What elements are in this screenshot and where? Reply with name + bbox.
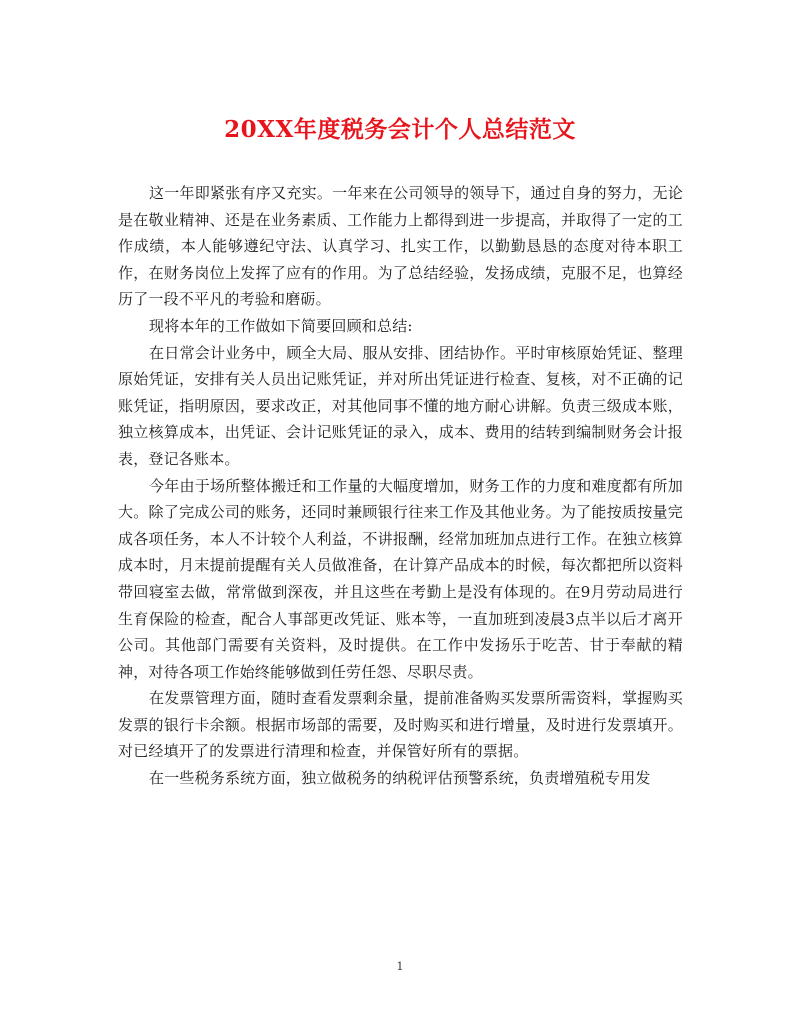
document-title: 20XX年度税务会计个人总结范文 (224, 116, 576, 143)
paragraph-invoice-management: 在发票管理方面，随时查看发票剩余量，提前准备购买发票所需资料，掌握购买发票的银行卡余额。根据市场部的需要，及时购买和进行增量，及时进行发票填开。对已经填开了的发票进行清理和检查，并保管好所有的票据。 (118, 689, 683, 761)
paragraph-workload: 今年由于场所整体搬迁和工作量的大幅度增加，财务工作的力度和难度都有所加大。除了完成公司的账务，还同时兼顾银行往来工作及其他业务。为了能按质按量完成各项任务，本人不计较个人利益，不讲报酬，经常加班加点进行工作。在独立核算成本时，月末提前提醒有关人员做准备，在计算产品成本的时候，每次都把所以资料带回寝室去做，常常做到深夜，并且这些在考勤上是没有体现的。在9月劳动局进行生育保险的检查，配合人事部更改凭证、账本等，一直加班到凌晨3点半以后才离开公司。其他部门需要有关资料，及时提供。在工作中发扬乐于吃苦、甘于奉献的精神，对待各项工作始终能够做到任劳任怨、尽职尽责。 (118, 476, 683, 681)
paragraph-tax-system: 在一些税务系统方面，独立做税务的纳税评估预警系统，负责增殖税专用发 (149, 769, 651, 788)
page-number: 1 (396, 960, 404, 973)
paragraph-daily-accounting: 在日常会计业务中，顾全大局、服从安排、团结协作。平时审核原始凭证、整理原始凭证，安排有关人员出记账凭证，并对所出凭证进行检查、复核，对不正确的记账凭证，指明原因，要求改正，对其他同事不懂的地方耐心讲解。负责三级成本账，独立核算成本，出凭证、会计记账凭证的录入，成本、费用的结转到编制财务会计报表，登记各账本。 (118, 343, 683, 468)
paragraph-intro: 这一年即紧张有序又充实。一年来在公司领导的领导下，通过自身的努力，无论是在敬业精神、还是在业务素质、工作能力上都得到进一步提高，并取得了一定的工作成绩，本人能够遵纪守法、认真学习、扎实工作，以勤勤恳恳的态度对待本职工作，在财务岗位上发挥了应有的作用。为了总结经验，发扬成绩，克服不足，也算经历了一段不平凡的考验和磨砺。 (118, 184, 683, 309)
document-body (118, 180, 683, 792)
paragraph-summary-lead: 现将本年的工作做如下简要回顾和总结: (149, 316, 413, 335)
